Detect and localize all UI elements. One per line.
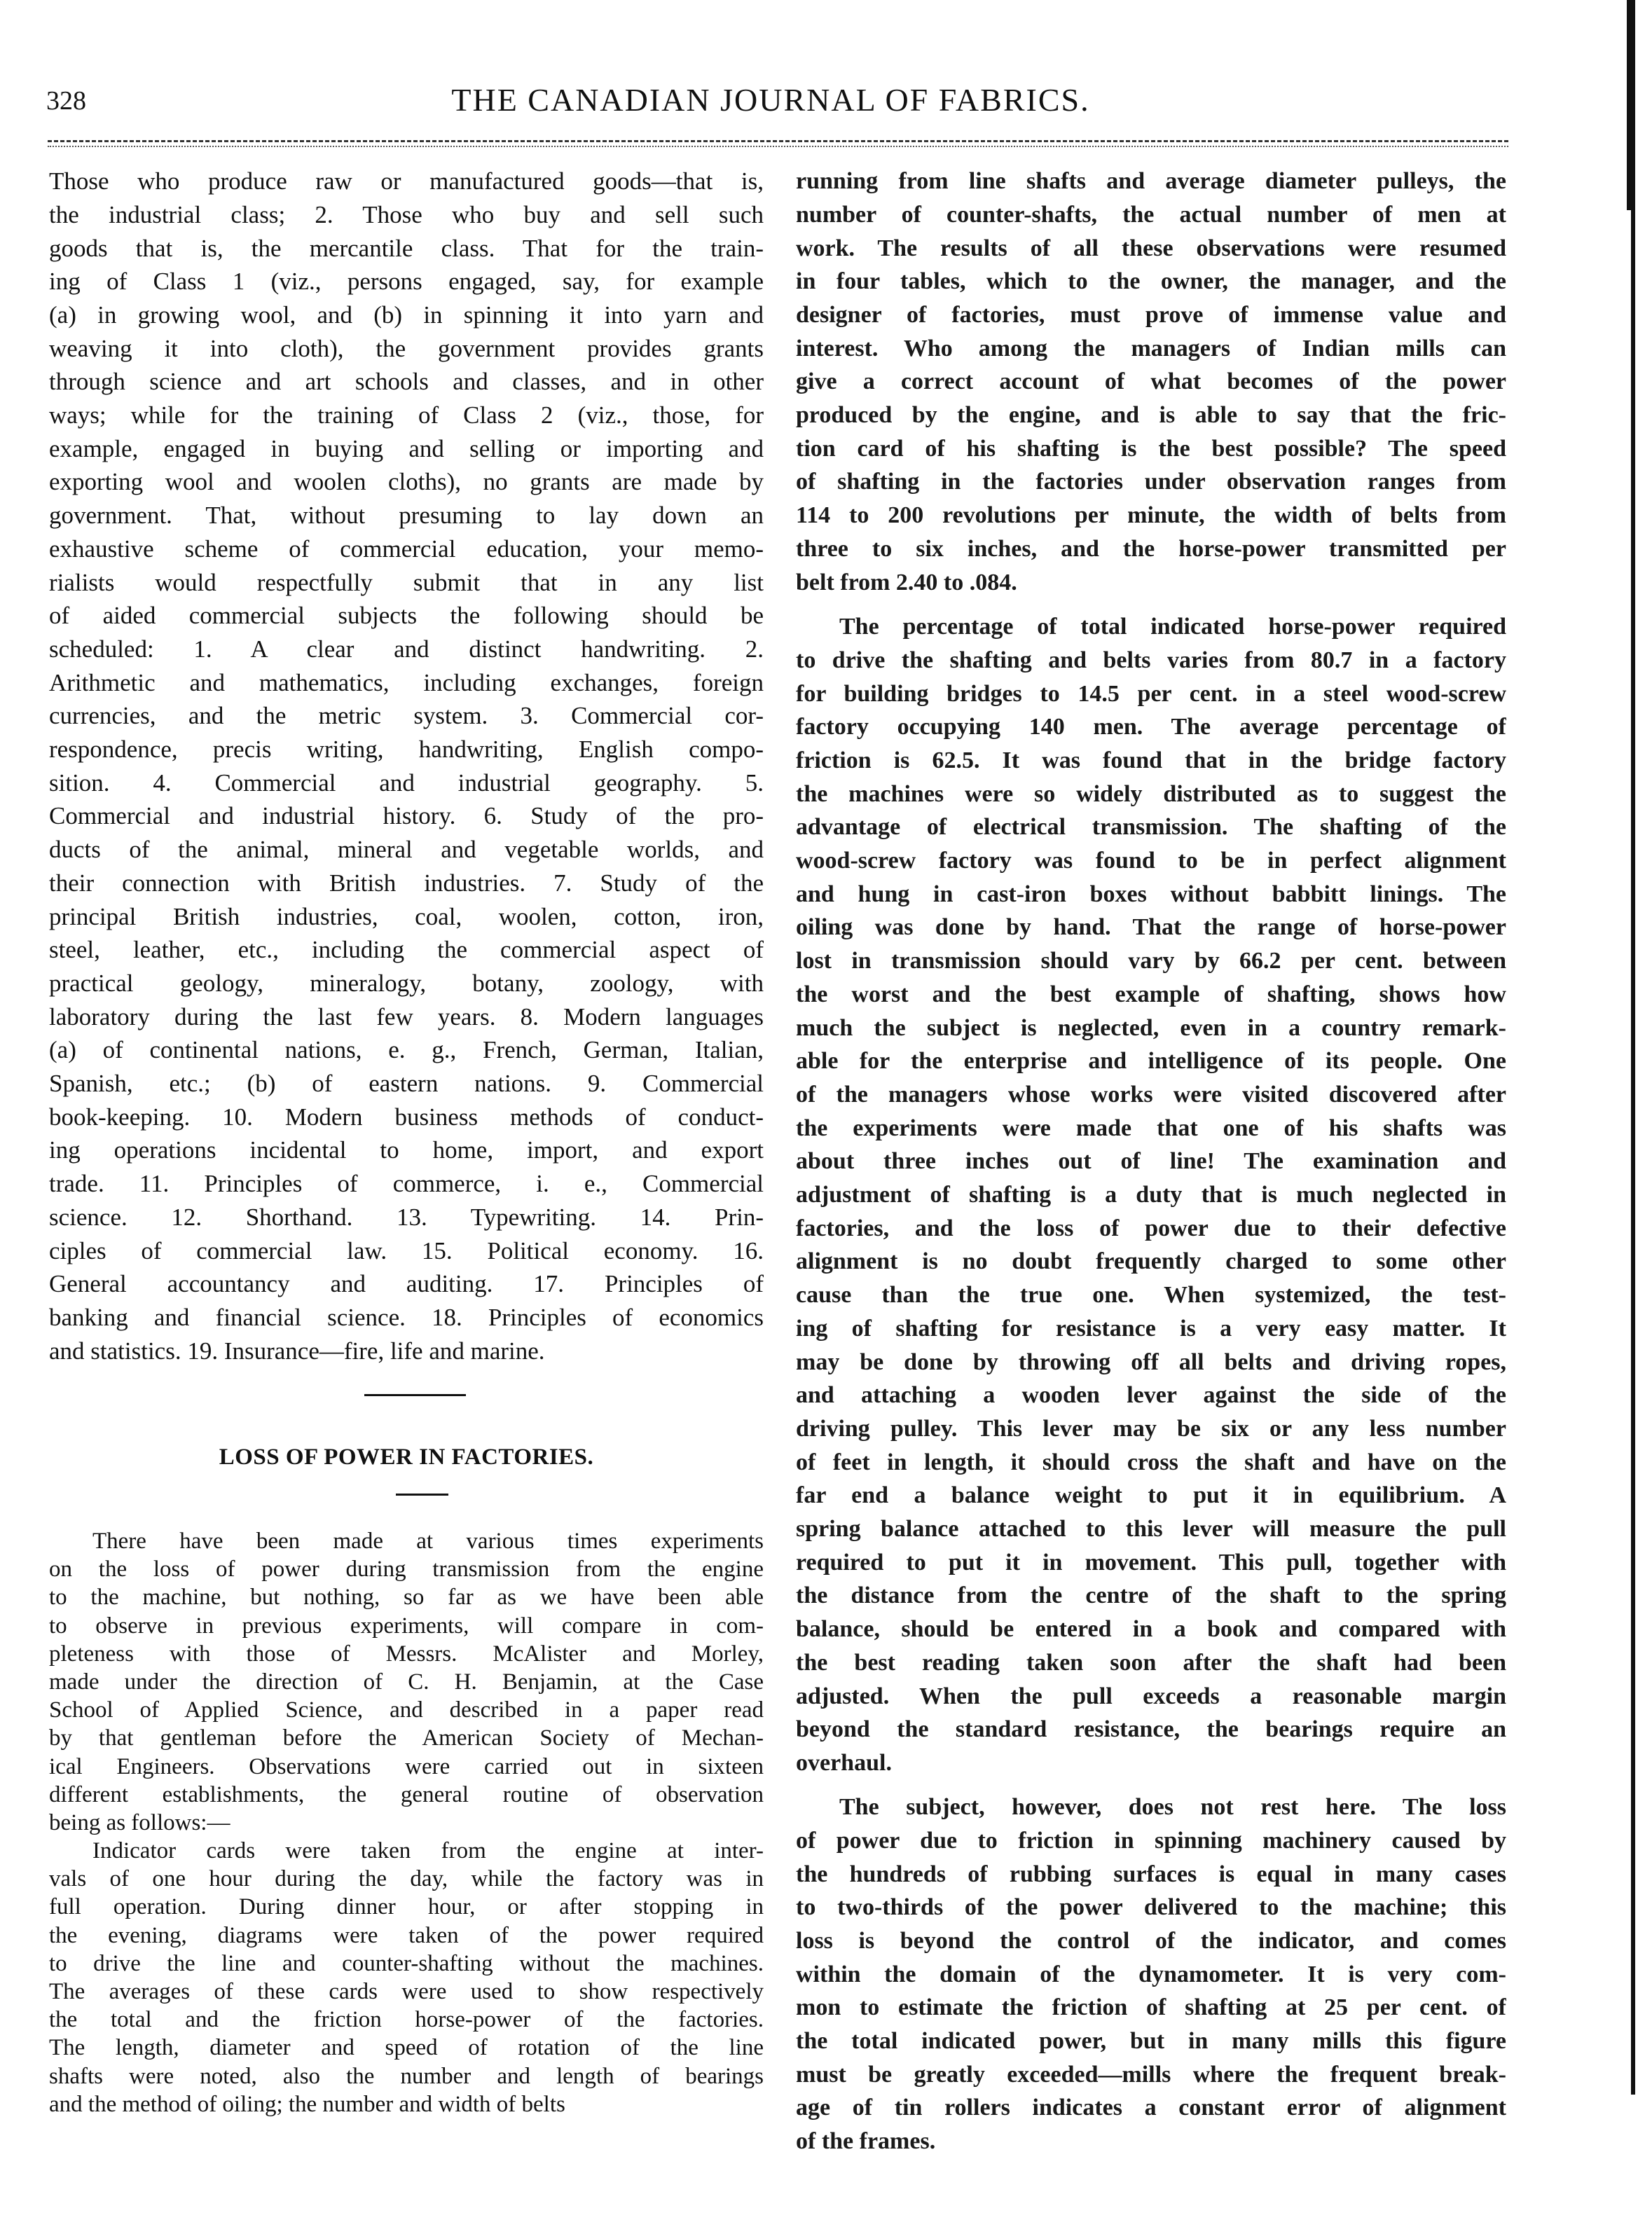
text-line: the evening, diagrams were taken of the power required	[49, 1922, 764, 1948]
text-line: Those who produce raw or manufactured goods—that is,	[49, 167, 764, 195]
text-line: (a) in growing wool, and (b) in spinning it into yarn and	[49, 301, 764, 329]
text-line: the total indicated power, but in many mills this figure	[796, 2028, 1506, 2055]
text-line: ducts of the animal, mineral and vegetable worlds, and	[49, 836, 764, 864]
text-line: friction is 62.5. It was found that in the bridge factory	[796, 747, 1506, 773]
text-line: in four tables, which to the owner, the manager, and the	[796, 268, 1506, 295]
header-divider-secondary	[48, 146, 1508, 147]
text-line: and statistics. 19. Insurance—fire, life and marine.	[49, 1337, 545, 1365]
text-line: pleteness with those of Messrs. McAlister and Morley,	[49, 1641, 764, 1667]
text-line: different establishments, the general routine of observation	[49, 1781, 764, 1807]
text-line: three to six inches, and the horse-power transmitted per	[796, 535, 1506, 562]
text-line: There have been made at various times experiments	[92, 1528, 764, 1554]
text-line: laboratory during the last few years. 8. Modern languages	[49, 1002, 764, 1030]
scan-edge-line	[1631, 0, 1635, 2095]
text-line: ing operations incidental to home, import, and export	[49, 1136, 764, 1164]
text-line: principal British industries, coal, woolen, cotton, iron,	[49, 902, 764, 930]
text-line: ways; while for the training of Class 2 (viz., those, for	[49, 401, 764, 429]
text-line: the experiments were made that one of his shafts was	[796, 1115, 1506, 1141]
text-line: respondence, precis writing, handwriting, English compo-	[49, 736, 764, 764]
text-line: The averages of these cards were used to show respectively	[49, 1978, 764, 2004]
text-line: about three inches out of line! The examination and	[796, 1148, 1506, 1175]
text-line: the total and the friction horse-power of the factories.	[49, 2007, 764, 2033]
text-line: science. 12. Shorthand. 13. Typewriting. 14. Prin-	[49, 1203, 764, 1231]
text-line: steel, leather, etc., including the commercial aspect of	[49, 936, 764, 964]
text-line: beyond the standard resistance, the bearings require an	[796, 1716, 1506, 1743]
text-line: to drive the shafting and belts varies from 80.7 in a factory	[796, 647, 1506, 673]
page-number: 328	[46, 86, 86, 116]
text-line: by that gentleman before the American Society of Mechan-	[49, 1725, 764, 1751]
text-line: adjustment of shafting is a duty that is much neglected in	[796, 1182, 1506, 1208]
text-line: produced by the engine, and is able to say that the fric-	[796, 402, 1506, 429]
text-line: Commercial and industrial history. 6. Study of the pro-	[49, 802, 764, 830]
text-line: of shafting in the factories under observation ranges from	[796, 469, 1506, 495]
text-line: to the machine, but nothing, so far as we have been able	[49, 1585, 764, 1611]
text-line: of the frames.	[796, 2128, 936, 2155]
text-line: vals of one hour during the day, while the factory was in	[49, 1866, 764, 1892]
text-line: spring balance attached to this lever will measure the pull	[796, 1516, 1506, 1543]
text-line: of aided commercial subjects the following should be	[49, 602, 764, 630]
text-line: oiling was done by hand. That the range of horse-power	[796, 914, 1506, 941]
text-line: on the loss of power during transmission from the engine	[49, 1557, 764, 1583]
text-line: trade. 11. Principles of commerce, i. e., Commercial	[49, 1170, 764, 1198]
text-line: Spanish, etc.; (b) of eastern nations. 9. Commercial	[49, 1070, 764, 1098]
text-line: General accountancy and auditing. 17. Principles of	[49, 1270, 764, 1298]
text-line: being as follows:—	[49, 1809, 230, 1835]
text-line: Arithmetic and mathematics, including exchanges, foreign	[49, 668, 764, 696]
text-line: exhaustive scheme of commercial education, your memo-	[49, 535, 764, 563]
text-line: the distance from the centre of the shaft to the spring	[796, 1583, 1506, 1609]
text-line: overhaul.	[796, 1749, 892, 1776]
text-line: ing of shafting for resistance is a very easy matter. It	[796, 1315, 1506, 1342]
text-line: ical Engineers. Observations were carried out in sixteen	[49, 1753, 764, 1779]
text-line: practical geology, mineralogy, botany, zoology, with	[49, 969, 764, 997]
text-line: work. The results of all these observations were resumed	[796, 235, 1506, 261]
text-line: of power due to friction in spinning machinery caused by	[796, 1827, 1506, 1854]
text-line: factories, and the loss of power due to their defective	[796, 1215, 1506, 1241]
text-line: alignment is no doubt frequently charged to some other	[796, 1248, 1506, 1275]
text-line: balance, should be entered in a book and compared with	[796, 1616, 1506, 1643]
text-line: must be greatly exceeded—mills where the frequent break-	[796, 2061, 1506, 2088]
text-line: ciples of commercial law. 15. Political economy. 16.	[49, 1236, 764, 1264]
text-line: sition. 4. Commercial and industrial geography. 5.	[49, 768, 764, 797]
text-line: made under the direction of C. H. Benjamin, at the Case	[49, 1669, 764, 1695]
text-line: to two-thirds of the power delivered to the machine; this	[796, 1894, 1506, 1921]
text-line: 114 to 200 revolutions per minute, the width of belts from	[796, 502, 1506, 529]
text-line: give a correct account of what becomes of the power	[796, 368, 1506, 395]
text-line: to drive the line and counter-shafting without the machines.	[49, 1950, 764, 1976]
text-line: the worst and the best example of shafting, shows how	[796, 981, 1506, 1007]
text-line: loss is beyond the control of the indicator, and comes	[796, 1927, 1506, 1954]
text-line: the best reading taken soon after the shaft had been	[796, 1649, 1506, 1676]
text-line: belt from 2.40 to .084.	[796, 569, 1017, 595]
text-line: and attaching a wooden lever against the side of the	[796, 1382, 1506, 1409]
text-line: and the method of oiling; the number and width of belts	[49, 2091, 565, 2117]
text-line: tion card of his shafting is the best possible? The speed	[796, 435, 1506, 462]
text-line: for building bridges to 14.5 per cent. in a steel wood-screw	[796, 680, 1506, 707]
text-line: weaving it into cloth), the government provides grants	[49, 334, 764, 362]
text-line: may be done by throwing off all belts and driving ropes,	[796, 1349, 1506, 1375]
text-line: goods that is, the mercantile class. That for the train-	[49, 234, 764, 262]
text-line: far end a balance weight to put it in equilibrium. A	[796, 1482, 1506, 1509]
journal-title: THE CANADIAN JOURNAL OF FABRICS.	[451, 82, 1090, 118]
section-divider	[364, 1394, 466, 1396]
text-line: their connection with British industries. 7. Study of the	[49, 869, 764, 897]
text-line: wood-screw factory was found to be in perfect alignment	[796, 848, 1506, 874]
text-line: able for the enterprise and intelligence of its people. One	[796, 1048, 1506, 1075]
text-line: rialists would respectfully submit that in any list	[49, 568, 764, 596]
text-line: School of Applied Science, and described in a paper read	[49, 1697, 764, 1723]
text-line: scheduled: 1. A clear and distinct handwriting. 2.	[49, 635, 764, 663]
text-line: and hung in cast-iron boxes without babbitt linings. The	[796, 881, 1506, 907]
text-line: The length, diameter and speed of rotation of the line	[49, 2035, 764, 2061]
text-line: currencies, and the metric system. 3. Commercial cor-	[49, 702, 764, 730]
text-line: shafts were noted, also the number and length of bearings	[49, 2063, 764, 2089]
text-line: banking and financial science. 18. Principles of economics	[49, 1303, 764, 1331]
text-line: Indicator cards were taken from the engine at inter-	[92, 1837, 764, 1863]
text-line: driving pulley. This lever may be six or any less number	[796, 1415, 1506, 1442]
text-line: the machines were so widely distributed as to suggest the	[796, 780, 1506, 807]
text-line: The percentage of total indicated horse-power required	[839, 614, 1506, 640]
text-line: to observe in previous experiments, will compare in com-	[49, 1613, 764, 1639]
text-line: (a) of continental nations, e. g., French, German, Italian,	[49, 1036, 764, 1064]
text-line: full operation. During dinner hour, or after stopping in	[49, 1894, 764, 1920]
text-line: book-keeping. 10. Modern business methods of conduct-	[49, 1103, 764, 1131]
text-line: government. That, without presuming to lay down an	[49, 502, 764, 530]
text-line: through science and art schools and classes, and in other	[49, 368, 764, 396]
text-line: interest. Who among the managers of Indian mills can	[796, 335, 1506, 361]
text-line: lost in transmission should vary by 66.2 per cent. between	[796, 948, 1506, 974]
text-line: running from line shafts and average diameter pulleys, the	[796, 168, 1506, 195]
text-line: exporting wool and woolen cloths), no grants are made by	[49, 468, 764, 496]
text-line: age of tin rollers indicates a constant error of alignment	[796, 2095, 1506, 2121]
text-line: mon to estimate the friction of shafting at 25 per cent. of	[796, 1994, 1506, 2021]
text-line: the hundreds of rubbing surfaces is equal in many cases	[796, 1861, 1506, 1887]
text-line: required to put it in movement. This pull, together with	[796, 1549, 1506, 1575]
text-line: example, engaged in buying and selling or importing and	[49, 434, 764, 462]
text-line: number of counter-shafts, the actual number of men at	[796, 201, 1506, 228]
text-line: advantage of electrical transmission. The shafting of the	[796, 814, 1506, 841]
text-line: of the managers whose works were visited discovered after	[796, 1081, 1506, 1108]
header-divider	[48, 140, 1508, 142]
text-line: of feet in length, it should cross the shaft and have on the	[796, 1449, 1506, 1475]
text-line: ing of Class 1 (viz., persons engaged, say, for example	[49, 268, 764, 296]
text-line: adjusted. When the pull exceeds a reasonable margin	[796, 1683, 1506, 1709]
text-line: factory occupying 140 men. The average percentage of	[796, 714, 1506, 740]
text-line: designer of factories, must prove of immense value and	[796, 301, 1506, 328]
article-heading: LOSS OF POWER IN FACTORIES.	[219, 1444, 594, 1470]
heading-underline	[396, 1494, 448, 1496]
text-line: within the domain of the dynamometer. It is very com-	[796, 1961, 1506, 1987]
text-line: the industrial class; 2. Those who buy and sell such	[49, 200, 764, 228]
text-line: The subject, however, does not rest here. The loss	[839, 1794, 1506, 1821]
text-line: cause than the true one. When systemized, the test-	[796, 1282, 1506, 1309]
text-line: much the subject is neglected, even in a country remark-	[796, 1014, 1506, 1041]
